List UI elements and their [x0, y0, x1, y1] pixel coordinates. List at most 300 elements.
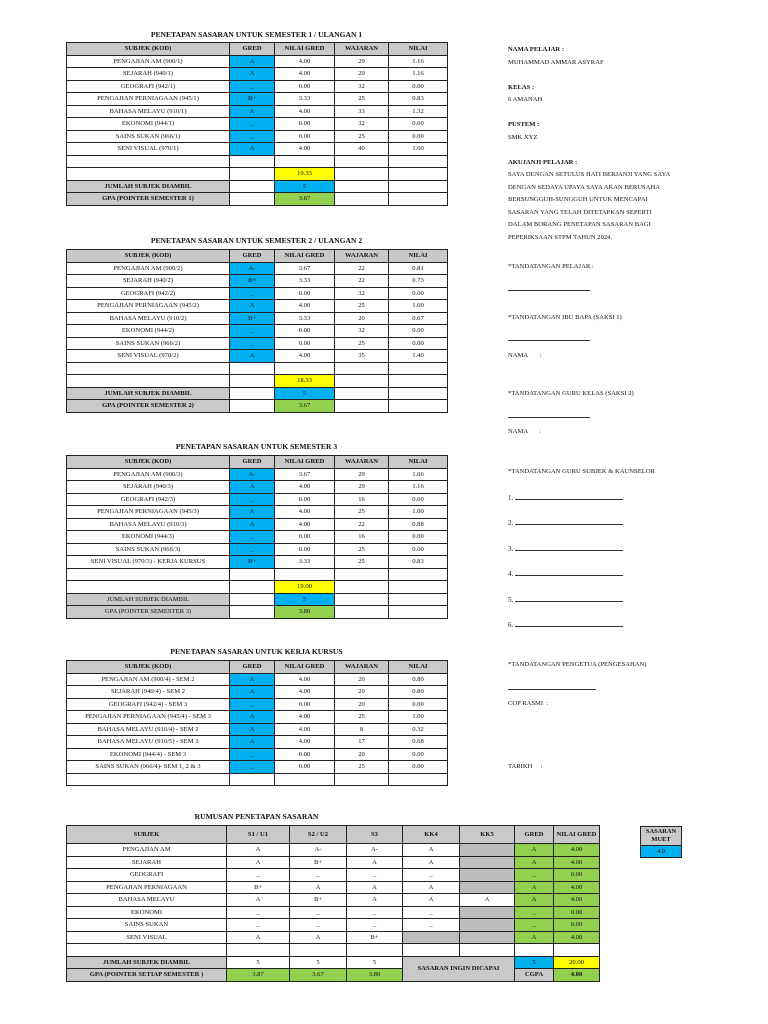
grade-cell[interactable]: A-: [230, 262, 275, 275]
gpa-label: GPA (POINTER SETIAP SEMESTER ): [67, 969, 227, 982]
table-row: [67, 543, 448, 556]
cgpa-cell: 4.00: [554, 969, 600, 982]
gpa-label: GPA (POINTER SEMESTER 3): [67, 606, 230, 619]
subject-cell: BAHASA MELAYU (910/5) - SEM 3: [67, 736, 230, 749]
weight-cell: 25: [335, 761, 389, 774]
sig-parent-line[interactable]: [508, 340, 590, 341]
col-header: GRED: [515, 826, 554, 844]
grade-value-cell: 0.00: [275, 118, 335, 131]
summary-title: RUMUSAN PENETAPAN SASARAN: [194, 812, 319, 821]
kk4-cell: _: [403, 919, 460, 932]
student-school: SMK XYZ: [508, 133, 538, 141]
student-info: [508, 44, 708, 244]
s2-cell: A: [290, 931, 347, 944]
count-cell: 5: [275, 387, 335, 400]
grade-value-cell: 4.00: [554, 881, 600, 894]
grade-cell[interactable]: B+: [230, 312, 275, 325]
counsel-sig-number: 3.: [508, 544, 514, 553]
table-row: [67, 350, 448, 363]
table-row: [67, 856, 600, 869]
pledge-label: AKUJANJI PELAJAR :: [508, 158, 578, 166]
grade-cell: A: [515, 881, 554, 894]
name-label: NAMA PELAJAR :: [508, 46, 565, 53]
col-header: SUBJEK (KOD): [67, 661, 230, 674]
grade-cell[interactable]: _: [230, 698, 275, 711]
s3-cell: A: [347, 894, 403, 907]
value-cell: 0.00: [389, 531, 448, 544]
sig-teacher-line[interactable]: [508, 417, 590, 418]
subject-cell: EKONOMI (944/3): [67, 531, 230, 544]
weight-cell: 22: [335, 518, 389, 531]
subject-cell: PENGAJIAN AM (900/4) - SEM 2: [67, 673, 230, 686]
subject-cell: SEJARAH (940/1): [67, 68, 230, 81]
value-cell: 1.32: [389, 105, 448, 118]
value-cell: 0.81: [389, 262, 448, 275]
pledge-text: [508, 169, 708, 244]
s2-cell: _: [290, 919, 347, 932]
sig-principal-line[interactable]: [508, 689, 596, 690]
col-header: SUBJEK (KOD): [67, 456, 230, 469]
grade-cell[interactable]: A: [230, 481, 275, 494]
count-label: JUMLAH SUBJEK DIAMBIL: [67, 180, 230, 193]
kk4-cell: _: [403, 906, 460, 919]
value-cell: 1.06: [389, 468, 448, 481]
value-cell: 1.00: [389, 300, 448, 313]
weight-cell: 29: [335, 481, 389, 494]
grade-cell[interactable]: A: [230, 55, 275, 68]
grade-cell[interactable]: B+: [230, 275, 275, 288]
col-header: GRED: [230, 43, 275, 56]
subject-cell: EKONOMI: [67, 906, 227, 919]
value-cell: 0.00: [389, 748, 448, 761]
gpa-cell: 3.80: [275, 606, 335, 619]
grade-value-cell: 4.00: [275, 68, 335, 81]
s3-cell: A: [347, 881, 403, 894]
subject-cell: PENGAJIAN PERNIAGAAN (945/3): [67, 506, 230, 519]
count-row: [67, 593, 448, 606]
col-header: NILAI GRED: [275, 661, 335, 674]
subject-cell: SAINS SUKAN (966/1): [67, 130, 230, 143]
grade-value-cell: 0.00: [275, 287, 335, 300]
sig-teacher-label: *TANDATANGAN GURU KELAS (SAKSI 2): [508, 390, 634, 397]
table-row: [67, 312, 448, 325]
grade-value-cell: 0.00: [554, 869, 600, 882]
grade-cell: A: [515, 931, 554, 944]
s3-cell: B+: [347, 931, 403, 944]
pledge-line: SASARAN YANG TELAH DITETAPKAN SEPERTI: [508, 208, 652, 216]
subject-cell: PENGAJIAN AM (900/1): [67, 55, 230, 68]
s1-cell: A: [227, 894, 290, 907]
subject-cell: SENI VISUAL: [67, 931, 227, 944]
grade-cell[interactable]: _: [230, 130, 275, 143]
col-header: GRED: [230, 661, 275, 674]
grade-cell[interactable]: B+: [230, 93, 275, 106]
gpa-cell: 3.87: [227, 969, 290, 982]
grade-cell[interactable]: _: [230, 325, 275, 338]
value-cell: 1.00: [389, 711, 448, 724]
s2-cell: A: [290, 881, 347, 894]
table-row: [67, 881, 600, 894]
subject-cell: PENGAJIAN AM (900/3): [67, 468, 230, 481]
kk5-cell: [460, 919, 515, 932]
table-row: [67, 844, 600, 857]
pledge-line: SAYA DENGAN SETULUS HATI BERJANJI YANG SAYA: [508, 171, 671, 178]
grade-cell[interactable]: _: [230, 543, 275, 556]
grade-cell[interactable]: A: [230, 723, 275, 736]
grade-value-cell: 0.00: [554, 906, 600, 919]
table-row: [67, 118, 448, 131]
col-header: GRED: [230, 456, 275, 469]
table-row: [67, 325, 448, 338]
gpa-row: [67, 193, 448, 206]
table-row: [67, 711, 448, 724]
count-cell: 5: [290, 956, 347, 969]
subject-cell: BAHASA MELAYU (910/1): [67, 105, 230, 118]
grade-value-cell: 4.00: [275, 736, 335, 749]
total-cell: 18.33: [275, 375, 335, 388]
subject-cell: BAHASA MELAYU (910/4) - SEM 2: [67, 723, 230, 736]
col-header: GRED: [230, 250, 275, 263]
target-label: SASARAN INGIN DICAPAI: [403, 956, 515, 981]
count-label: JUMLAH SUBJEK DIAMBIL: [67, 956, 227, 969]
value-cell: 0.88: [389, 518, 448, 531]
student-name: MUHAMMAD AMMAR ASYRAF: [508, 58, 604, 66]
kk5-cell: [460, 881, 515, 894]
value-cell: 0.32: [389, 723, 448, 736]
target-count: 5: [515, 956, 554, 969]
subject-cell: GEOGRAFI (942/2): [67, 287, 230, 300]
grade-cell[interactable]: _: [230, 748, 275, 761]
value-cell: 1.16: [389, 481, 448, 494]
subject-cell: SENI VISUAL (970/1): [67, 143, 230, 156]
grade-cell[interactable]: _: [230, 493, 275, 506]
grade-value-cell: 3.67: [275, 468, 335, 481]
counsel-sig-number: 2.: [508, 519, 514, 528]
col-header: NILAI GRED: [275, 456, 335, 469]
col-header: NILAI GRED: [275, 250, 335, 263]
kk4-cell: A: [403, 856, 460, 869]
header-row: [67, 43, 448, 56]
weight-cell: 22: [335, 262, 389, 275]
grade-value-cell: 3.33: [275, 275, 335, 288]
subject-cell: GEOGRAFI (942/4) - SEM 3: [67, 698, 230, 711]
header-row: [67, 250, 448, 263]
gpa-cell: 3.67: [290, 969, 347, 982]
weight-cell: 22: [335, 275, 389, 288]
table-row: [67, 531, 448, 544]
grade-cell[interactable]: _: [230, 761, 275, 774]
grade-cell[interactable]: _: [230, 80, 275, 93]
count-row: [67, 956, 600, 969]
grade-cell[interactable]: _: [230, 337, 275, 350]
muet-label-line2: MUET: [651, 836, 671, 843]
col-header: NILAI: [389, 250, 448, 263]
subject-cell: PENGAJIAN PERNIAGAAN (945/2): [67, 300, 230, 313]
kk5-cell: A: [460, 894, 515, 907]
counsel-sig-line[interactable]: [515, 575, 623, 576]
subject-cell: SEJARAH: [67, 856, 227, 869]
blank-row: [67, 155, 448, 168]
table-row: [67, 723, 448, 736]
grade-cell[interactable]: A: [230, 673, 275, 686]
subject-cell: EKONOMI (944/4) - SEM 3: [67, 748, 230, 761]
summary-table: [66, 825, 600, 982]
weight-cell: 32: [335, 287, 389, 300]
kk4-cell: A: [403, 844, 460, 857]
counsel-sig-item: [508, 570, 623, 578]
subject-cell: BAHASA MELAYU (910/2): [67, 312, 230, 325]
muet-box: [640, 826, 682, 858]
grade-cell[interactable]: A: [230, 518, 275, 531]
table-row: [67, 556, 448, 569]
table-row: [67, 80, 448, 93]
value-cell: 0.83: [389, 556, 448, 569]
grade-cell[interactable]: _: [230, 287, 275, 300]
grade-cell: _: [515, 919, 554, 932]
weight-cell: 25: [335, 93, 389, 106]
count-row: [67, 387, 448, 400]
grade-cell[interactable]: A: [230, 711, 275, 724]
weight-cell: 29: [335, 468, 389, 481]
sem2-title: PENETAPAN SASARAN UNTUK SEMESTER 2 / ULANGAN 2: [150, 236, 363, 245]
header-row: [67, 826, 600, 844]
subject-cell: SEJARAH (940/2): [67, 275, 230, 288]
header-row: [67, 661, 448, 674]
sig-principal-label: *TANDATANGAN PENGETUA (PENGESAHAN): [508, 661, 647, 668]
table-row: [67, 93, 448, 106]
gpa-row: [67, 400, 448, 413]
gpa-label: GPA (POINTER SEMESTER 1): [67, 193, 230, 206]
muet-label: [641, 827, 682, 846]
subject-cell: SAINS SUKAN (966/2): [67, 337, 230, 350]
grade-cell: A: [515, 894, 554, 907]
s3-cell: A: [347, 856, 403, 869]
table-row: [67, 262, 448, 275]
subject-cell: BAHASA MELAYU (910/3): [67, 518, 230, 531]
weight-cell: 33: [335, 105, 389, 118]
subject-cell: SAINS SUKAN (966/4)- SEM 1, 2 & 3: [67, 761, 230, 774]
blank-row: [67, 362, 448, 375]
s1-cell: A: [227, 931, 290, 944]
cgpa-label: CGPA: [515, 969, 554, 982]
count-row: [67, 180, 448, 193]
col-header: S2 / U2: [290, 826, 347, 844]
count-label: JUMLAH SUBJEK DIAMBIL: [67, 387, 230, 400]
s1-cell: _: [227, 869, 290, 882]
kk4-cell: [403, 931, 460, 944]
subject-cell: SENI VISUAL (970/2): [67, 350, 230, 363]
grade-value-cell: 3.33: [275, 556, 335, 569]
subject-cell: PENGAJIAN AM: [67, 844, 227, 857]
grade-value-cell: 0.00: [275, 748, 335, 761]
gpa-cell: 3.80: [347, 969, 403, 982]
table-row: [67, 506, 448, 519]
sig-student-label: *TANDATANGAN PELAJAR :: [508, 263, 594, 270]
count-label: JUMLAH SUBJEK DIAMBIL: [67, 593, 230, 606]
s2-cell: _: [290, 869, 347, 882]
kk4-cell: _: [403, 869, 460, 882]
s3-cell: _: [347, 919, 403, 932]
counsel-sig-line[interactable]: [515, 524, 623, 525]
table-row: [67, 468, 448, 481]
grade-value-cell: 4.00: [275, 686, 335, 699]
value-cell: 1.16: [389, 68, 448, 81]
counsel-sig-item: [508, 596, 623, 604]
weight-cell: 20: [335, 698, 389, 711]
subject-cell: SAINS SUKAN: [67, 919, 227, 932]
subject-cell: GEOGRAFI: [67, 869, 227, 882]
value-cell: 0.67: [389, 312, 448, 325]
grade-cell[interactable]: A: [230, 300, 275, 313]
col-header: NILAI: [389, 661, 448, 674]
sig-student-line[interactable]: [508, 290, 590, 291]
subject-cell: PENGAJIAN PERNIAGAAN (945/4) - SEM 3: [67, 711, 230, 724]
grade-cell[interactable]: A: [230, 686, 275, 699]
table-row: [67, 931, 600, 944]
value-cell: 0.68: [389, 736, 448, 749]
grade-value-cell: 0.00: [275, 531, 335, 544]
grade-value-cell: 4.00: [275, 673, 335, 686]
s3-cell: _: [347, 869, 403, 882]
counsel-sig-line[interactable]: [515, 499, 623, 500]
grade-cell[interactable]: A: [230, 506, 275, 519]
table-row: [67, 686, 448, 699]
grade-cell[interactable]: B+: [230, 556, 275, 569]
table-row: [67, 130, 448, 143]
grade-cell: A: [515, 856, 554, 869]
grade-value-cell: 0.00: [275, 80, 335, 93]
weight-cell: 20: [335, 686, 389, 699]
count-cell: 5: [347, 956, 403, 969]
value-cell: 0.00: [389, 761, 448, 774]
counsel-sig-line[interactable]: [515, 626, 623, 627]
class-label: KELAS :: [508, 83, 535, 91]
date-label: TARIKH :: [508, 763, 543, 770]
weight-cell: 25: [335, 506, 389, 519]
grade-value-cell: 4.00: [275, 723, 335, 736]
grade-value-cell: 4.00: [554, 856, 600, 869]
weight-cell: 25: [335, 337, 389, 350]
grade-value-cell: 0.00: [275, 761, 335, 774]
counsel-sig-number: 5.: [508, 595, 514, 604]
weight-cell: 29: [335, 68, 389, 81]
grade-cell[interactable]: A: [230, 68, 275, 81]
weight-cell: 16: [335, 493, 389, 506]
gpa-cell: 3.67: [275, 400, 335, 413]
counsel-sig-line[interactable]: [515, 601, 623, 602]
grade-cell[interactable]: _: [230, 531, 275, 544]
s1-cell: _: [227, 919, 290, 932]
value-cell: 0.83: [389, 93, 448, 106]
col-header: KK4: [403, 826, 460, 844]
kk-title: PENETAPAN SASARAN UNTUK KERJA KURSUS: [170, 647, 343, 656]
table-row: [67, 736, 448, 749]
col-header: WAJARAN: [335, 661, 389, 674]
table-row: [67, 698, 448, 711]
value-cell: 0.00: [389, 493, 448, 506]
grade-cell[interactable]: A: [230, 105, 275, 118]
sem2-table: [66, 249, 448, 413]
col-header: KK5: [460, 826, 515, 844]
subject-cell: SENI VISUAL (970/3) - KERJA KURSUS: [67, 556, 230, 569]
value-cell: 1.60: [389, 143, 448, 156]
table-row: [67, 287, 448, 300]
value-cell: 0.00: [389, 80, 448, 93]
grade-value-cell: 4.00: [554, 931, 600, 944]
weight-cell: 20: [335, 673, 389, 686]
value-cell: 1.40: [389, 350, 448, 363]
grade-value-cell: 4.00: [275, 105, 335, 118]
col-header: SUBJEK (KOD): [67, 43, 230, 56]
weight-cell: 8: [335, 723, 389, 736]
value-cell: 0.00: [389, 698, 448, 711]
grade-cell[interactable]: A: [230, 736, 275, 749]
grade-value-cell: 3.67: [275, 262, 335, 275]
pledge-line: DENGAN SEDAYA UPAYA SAYA AKAN BERUSAHA: [508, 183, 660, 191]
school-label: PUSTEM :: [508, 121, 540, 128]
sig-counsel-label: *TANDATANGAN GURU SUBJEK & KAUNSELOR: [508, 468, 655, 475]
weight-cell: 29: [335, 55, 389, 68]
value-cell: 0.80: [389, 686, 448, 699]
subject-cell: EKONOMI (944/1): [67, 118, 230, 131]
table-row: [67, 143, 448, 156]
grade-value-cell: 3.33: [275, 93, 335, 106]
grade-cell[interactable]: _: [230, 118, 275, 131]
weight-cell: 17: [335, 736, 389, 749]
count-cell: 5: [275, 180, 335, 193]
blank-row: [67, 568, 448, 581]
col-header: WAJARAN: [335, 456, 389, 469]
grade-value-cell: 0.00: [275, 698, 335, 711]
counsel-sig-number: 4.: [508, 570, 514, 579]
gpa-label: GPA (POINTER SEMESTER 2): [67, 400, 230, 413]
s2-cell: A-: [290, 844, 347, 857]
nama1-label: NAMA :: [508, 352, 542, 359]
kk5-cell: [460, 844, 515, 857]
table-row: [67, 919, 600, 932]
sem1-table: [66, 42, 448, 206]
blank-row: [67, 944, 600, 957]
weight-cell: 32: [335, 80, 389, 93]
weight-cell: 35: [335, 350, 389, 363]
grade-value-cell: 4.00: [275, 481, 335, 494]
counsel-sig-line[interactable]: [515, 550, 623, 551]
col-header: NILAI: [389, 43, 448, 56]
col-header: WAJARAN: [335, 43, 389, 56]
s1-cell: _: [227, 906, 290, 919]
col-header: NILAI: [389, 456, 448, 469]
col-header: NILAI GRED: [275, 43, 335, 56]
value-cell: 0.00: [389, 543, 448, 556]
value-cell: 0.80: [389, 673, 448, 686]
total-cell: 19.00: [275, 581, 335, 594]
total-row: [67, 581, 448, 594]
s1-cell: B+: [227, 881, 290, 894]
grade-cell[interactable]: A: [230, 350, 275, 363]
grade-cell[interactable]: A-: [230, 468, 275, 481]
value-cell: 0.00: [389, 118, 448, 131]
grade-value-cell: 0.00: [275, 337, 335, 350]
grade-value-cell: 3.33: [275, 312, 335, 325]
total-row: [67, 168, 448, 181]
subject-cell: BAHASA MELAYU: [67, 894, 227, 907]
count-cell: 5: [275, 593, 335, 606]
subject-cell: PENGAJIAN AM (900/2): [67, 262, 230, 275]
counsel-sig-item: [508, 494, 623, 502]
grade-cell[interactable]: A: [230, 143, 275, 156]
grade-value-cell: 0.00: [275, 130, 335, 143]
grade-value-cell: 4.00: [275, 506, 335, 519]
